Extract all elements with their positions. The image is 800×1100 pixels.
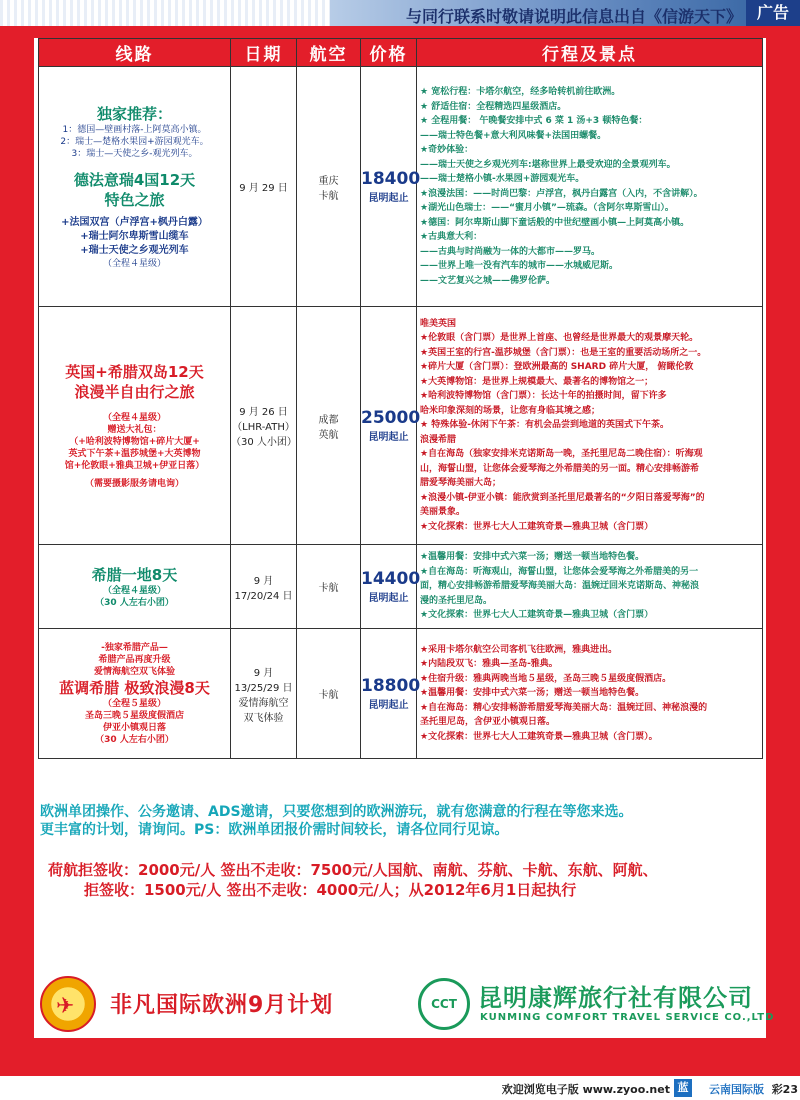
itinerary-line: ★文化探索：世界七大人工建筑奇景—雅典卫城（含门票） [420,521,654,532]
page-footer [0,1076,800,1100]
qq-label: QQ： [354,908,409,930]
route-name: 特色之旅 [104,190,165,209]
route-detail: 伊亚小镇观日落 [102,722,166,733]
date-text: 9 月 26 日 [239,407,288,418]
route-tag: 爱情海航空双飞体验 [93,666,175,677]
cct-logo-icon: CCT [418,978,470,1030]
airline-text: 成都 [318,414,339,426]
route-hotel: （全程４星级） [102,412,166,423]
table-row [39,629,763,759]
itinerary-line: ★奇妙体验： [420,145,474,155]
route-note: （需要摄影服务请电询） [84,478,184,489]
route-cell [39,67,231,307]
header-price: 价格 [361,39,417,67]
itinerary-line: 腊爱琴海美丽大岛； [420,478,502,489]
route-extra: +瑞士阿尔卑斯雪山缆车 [80,230,189,242]
note-line: 更丰富的计划，请询问。PS：欧洲单团报价需时间较长，请各位同行见谅。 [40,822,509,838]
itinerary-line: ★伦敦眼（含门票）是世界上首座、也曾经是世界最大的观景摩天轮。 [420,333,699,344]
itinerary-line: ★ 宽松行程：卡塔尔航空，经多哈转机前往欧洲。 [420,87,621,97]
date-cell [231,545,297,629]
price-note: 昆明起止 [368,700,409,711]
itinerary-line: ★ 特殊体验-休闲下午茶：有机会品尝到地道的英国式下午茶。 [420,420,669,431]
date-text: 13/25/29 日 [234,682,293,694]
itinerary-line: 美丽景象。 [420,507,466,518]
header-airline: 航空 [297,39,361,67]
page-number: 彩23 [771,1083,798,1096]
itinerary-line: ★自在海岛：精心安排畅游希腊爱琴海美丽大岛：温婉迂回、神秘浪漫的 [420,702,708,713]
itinerary-line: ★文化探索：世界七大人工建筑奇景—雅典卫城（含门票）。 [420,731,658,742]
date-text: 17/20/24 日 [234,590,293,602]
itinerary-line: ——古典与时尚融为一体的大都市——罗马。 [420,246,601,257]
route-extra: +瑞士天使之乡观光列车 [80,244,189,256]
date-text: 9 月 [253,667,274,679]
itinerary-line: 漫的圣托里尼岛。 [420,595,493,606]
route-name: 希腊一地8天 [91,565,178,584]
itinerary-line: ★采用卡塔尔航空公司客机飞往欧洲，雅典进出。 [420,644,618,655]
itinerary-line: 面，精心安排畅游希腊爱琴海美丽大岛：温婉迂回米克诺斯岛、神秘浪 [420,581,700,592]
route-cell [39,545,231,629]
itinerary-line: ★文化探索：世界七大人工建筑奇景—雅典卫城（含门票） [420,610,654,621]
itinerary-line: ★古典意大利： [420,232,483,242]
itinerary-line: ★温馨用餐：安排中式六菜一汤；赠送一顿当地特色餐。 [420,552,645,563]
route-tag: -独家希腊产品— [101,642,168,653]
price-cell [361,67,421,307]
header-date: 日期 [231,39,297,67]
airline-cell [297,545,361,629]
top-banner [0,0,800,26]
route-group: （30 人左右小团） [95,597,174,608]
itinerary-line: 唯美英国 [420,318,457,329]
header-route: 线路 [39,39,231,67]
itinerary-line: ★内陆段双飞：雅典—圣岛-雅典。 [420,659,558,670]
itinerary-line: ★自在海岛（独家安排米克诺斯岛一晚，圣托里尼岛二晚住宿）：听海观 [420,449,703,460]
price-cell [361,629,421,759]
route-hotel: （全程４星级） [102,585,166,596]
date-text: （LHR-ATH） [232,422,295,433]
itinerary-line: ——世界上唯一没有汽车的城市——水城威尼斯。 [420,261,619,271]
itinerary-line: 浪漫希腊 [420,434,457,445]
itinerary-line: ★德国：阿尔卑斯山脚下童话般的中世纪壁画小镇—上阿莫高小镇。 [420,217,690,228]
airline-text: 英航 [318,429,339,441]
price-note: 昆明起止 [368,193,409,204]
ad-tag: 广告 [746,0,800,26]
route-name: 德法意瑞4国12天 [73,170,196,189]
itinerary-line: ★大英博物馆：是世界上规模最大、最著名的博物馆之一； [420,376,654,387]
itinerary-line: ★温馨用餐：安排中式六菜一汤；赠送一顿当地特色餐。 [420,688,645,699]
footer-website[interactable]: 欢迎浏览电子版 www.zyoo.net [501,1083,670,1096]
itinerary-line: 哈米印象深刻的场景，让您有身临其境之感； [420,405,601,416]
phone-number[interactable]: 6336655 [229,908,329,930]
date-text: 9 月 29 日 [239,183,288,194]
route-name: 蓝调希腊 极致浪漫8天 [59,678,210,697]
supervisor-contact[interactable]: 张耀元 13388840788 [148,938,373,960]
content-panel [34,38,766,1038]
route-item: 2：瑞士—楚格水果园+游园观光车。 [60,136,209,147]
route-cell [39,629,231,759]
price-cell [361,545,421,629]
date-cell [231,307,297,545]
visa-line: 荷航拒签收：2000元/人 签出不走收：7500元/人国航、南航、芬航、卡航、东航、阿航、 [48,861,658,879]
itinerary-line: ★浪漫法国：——时尚巴黎：卢浮宫，枫丹白露宫（入内，不含讲解）。 [420,188,703,199]
contact-band [0,900,800,968]
visa-fees [48,860,768,900]
banner-stripes [0,0,330,26]
table-row [39,307,763,545]
itinerary-line: ★哈利波特博物馆（含门票）：长达十年的拍摄时间，留下许多 [420,391,667,402]
table-header-row [39,39,763,67]
route-gift: 馆+伦敦眼+雅典卫城+伊亚日落） [64,460,205,471]
itinerary-cell [417,545,763,629]
price-note: 昆明起止 [368,432,409,443]
route-extra: +法国双宫（卢浮宫+枫丹白露） [61,216,208,228]
price-note: 昆明起止 [368,593,409,604]
agency-name-en: KUNMING COMFORT TRAVEL SERVICE CO.,LTD [480,1012,775,1023]
price-value: 25000 [361,408,421,428]
price-cell [361,307,421,545]
table-row [39,67,763,307]
airline-cell [297,629,361,759]
date-text: 爱情海航空 [238,697,289,709]
date-cell [231,67,297,307]
route-hotel: （全程４星级） [102,258,166,269]
agency-name-cn: 昆明康辉旅行社有限公司 [478,984,753,1012]
route-name: 浪漫半自由行之旅 [74,382,195,401]
itinerary-line: ——瑞士天使之乡观光列车:堪称世界上最受欢迎的全景观列车。 [420,159,676,170]
route-hotel: （全程５星级） [102,698,166,709]
itinerary-cell [417,629,763,759]
route-title: 独家推荐： [96,104,172,123]
qq-number[interactable]: 7311195264 [544,908,687,930]
date-text: 9 月 [253,575,274,587]
date-text: （30 人小团） [231,437,297,448]
airline-logo-icon: ✈ [40,976,96,1032]
itinerary-line: ★自在海岛：听海观山，海誓山盟，让您体会爱琴海之外希腊美的另一 [420,566,699,577]
route-gift-title: 赠送大礼包： [107,424,162,435]
itinerary-line: ★浪漫小镇-伊亚小镇：能欣赏到圣托里尼最著名的“夕阳日落爱琴海”的 [420,492,705,503]
itinerary-cell [417,307,763,545]
itinerary-cell [417,67,763,307]
route-gift: （+哈利波特博物馆+碎片大厦+ [69,436,200,447]
itinerary-line: ——瑞士楚格小镇-水果园+游园观光车。 [420,174,585,184]
itinerary-line: ★碎片大厦（含门票）：登欧洲最高的 SHARD 碎片大厦， 俯瞰伦敦 [420,362,694,373]
route-item: 3：瑞士—天使之乡-观光列车。 [71,148,198,159]
airline-text: 重庆 [318,175,339,187]
route-gift: 英式下午茶+温莎城堡+大英博物 [68,448,201,459]
corp-qq-number[interactable]: 800082227 [492,938,620,960]
price-value: 14400 [361,569,421,589]
price-value: 18800 [361,676,421,696]
itinerary-line: ——瑞士特色餐+意大利风味餐+法国田螺餐。 [420,130,607,141]
header-itinerary: 行程及景点 [417,39,763,67]
itinerary-line: ★湖光山色瑞士：——“蜜月小镇”—琉森。（含阿尔卑斯雪山）。 [420,203,674,213]
airline-text: 卡航 [318,690,339,701]
itinerary-table [38,38,763,759]
brand-area [34,972,775,1036]
airline-text: 卡航 [318,190,339,202]
service-note [40,803,764,839]
contact-line-phone [48,904,687,931]
note-line: 欧洲单团操作、公务邀请、ADS邀请，只要您想到的欧洲游玩，就有您满意的行程在等您来选。 [40,804,633,820]
price-value: 18400 [361,169,421,189]
date-cell [231,629,297,759]
route-group: （30 人左右小团） [95,734,174,745]
airline-text: 卡航 [318,583,339,594]
visa-line: 拒签收：1500元/人 签出不走收：4000元/人；从2012年6月1日起执行 [84,881,577,899]
phone-number[interactable]: 63366334 [108,908,222,930]
itinerary-line: 山，海誓山盟，让您体会爱琴海之外希腊美的另一面。精心安排畅游希 [420,463,700,474]
route-cell [39,307,231,545]
itinerary-line: ★ 舒适住宿：全程精选四星级酒店。 [420,101,567,112]
itinerary-line: ★ 全程用餐： 午晚餐安排中式 6 菜 1 汤+3 顿特色餐： [420,116,648,126]
itinerary-line: ——文艺复兴之城——佛罗伦萨。 [420,275,556,286]
edition-name: 云南国际版 [709,1083,764,1096]
airline-cell [297,67,361,307]
supervisor-label: 质量监督： [48,938,149,960]
edition-badge: 蓝 [674,1079,692,1097]
plan-title: 非凡国际欧洲9月计划 [110,993,334,1018]
route-name: 英国+希腊双岛12天 [65,362,204,381]
route-tag: 希腊产品再度升级 [98,654,171,665]
phone-label: 电话： [48,908,109,930]
itinerary-line: ★住宿升级：雅典两晚当地５星级，圣岛三晚５星级度假酒店。 [420,673,672,684]
table-row [39,545,763,629]
top-notice: 与同行联系时敬请说明此信息出自《信游天下》 [405,7,742,26]
date-text: 双飞体验 [243,712,284,724]
qq-number[interactable]: 394530236 [408,908,537,930]
route-item: 1：德国—壁画村落-上阿莫高小镇。 [62,124,207,135]
route-detail: 圣岛三晚５星级度假酒店 [84,710,184,721]
airline-cell [297,307,361,545]
corp-qq-label: 企业QQ： [397,938,492,960]
itinerary-line: 圣托里尼岛，含伊亚小镇观日落。 [420,717,556,728]
contact-line-supervisor [48,934,620,961]
itinerary-line: ★英国王室的行宫-温莎城堡（含门票）：也是王室的重要活动场所之一。 [420,347,707,358]
